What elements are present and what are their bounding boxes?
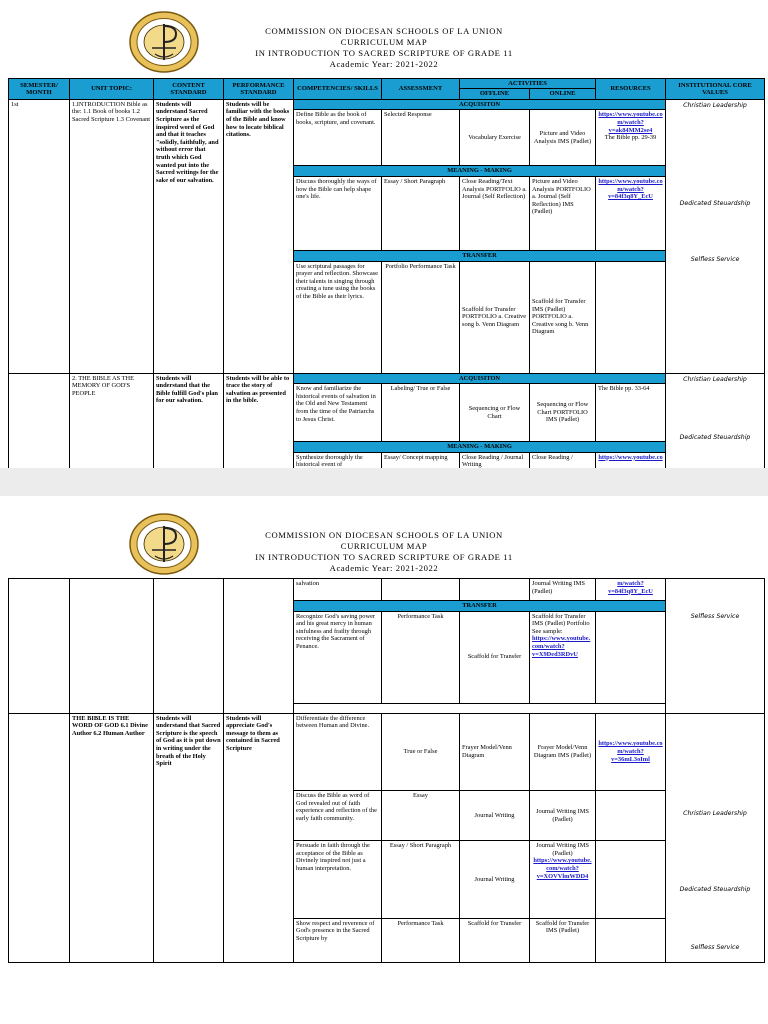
offline-scaffold-transfer: Scaffold for Transfer [460, 918, 530, 962]
header-commission: COMMISSION ON DIOCESAN SCHOOLS OF LA UNION [265, 26, 503, 36]
competency-discuss-word-of-god: Discuss the Bible as word of God revealed out of faith experience and reflection of the early faith community. [294, 791, 382, 841]
youtube-link[interactable]: https://www.youtube.com/watch?v=84f3q8Y_EcU [598, 178, 663, 201]
assessment-labeling: Labeling/ True or False [382, 384, 460, 442]
online-scaffold-text: Scaffold for Transfer IMS (Padlet) Portfolio See sample: [532, 612, 590, 635]
col-content-standard: CONTENT STANDARD [154, 79, 224, 100]
competency-scriptural-passages: Use scriptural passages for prayer and reflection. Showcase their talents in singing through creating a tune using the books of the Bible as their lyrics. [294, 261, 382, 373]
online-journal-with-link [530, 841, 596, 918]
competency-persuade-faith: Persuade in faith through the acceptance of the Bible as Divinely inspired not just a human interpretation. [294, 841, 382, 918]
competency-synthesize: Synthesize thoroughly the historical event of [294, 452, 382, 470]
unit-3-content-standard: Students will understand that Sacred Scripture is the speech of God as it is put down in writing under the breath of the Holy Spirit [154, 713, 224, 962]
value-dedicated-steuardship: Dedicated Steuardship [679, 433, 751, 441]
youtube-link[interactable]: https://www.youtube.com/watch?v=X9Ded3RDvU [532, 635, 591, 658]
value-selfless-service: Selfless Service [690, 613, 740, 620]
col-core-values: INSTITUTIONAL CORE VALUES [666, 79, 765, 100]
header-course-title: IN INTRODUCTION TO SACRED SCRIPTURE OF GRADE 11 [255, 552, 513, 562]
competency-historical-events: Know and familiarize the historical events of salvation in the Old and New Testament from the time of the Patriarchs to Jesus Christ. [294, 384, 382, 442]
assessment-performance-task: Performance Task [382, 918, 460, 962]
assessment-portfolio: Portfolio Performance Task [382, 261, 460, 373]
performance-empty [224, 579, 294, 714]
assessment-essay: Essay / Short Paragraph [382, 177, 460, 251]
online-close-reading: Close Reading / [530, 452, 596, 470]
youtube-link[interactable]: https://www.youtube.com/watch?v=ak84MM2se4 [598, 111, 663, 134]
col-competencies: COMPETENCIES/ SKILLS [294, 79, 382, 100]
semester-empty [9, 373, 70, 470]
online-scaffold-transfer: Scaffold for Transfer IMS (Padlet) PORTFOLIO a. Creative song b. Venn Diagram [530, 261, 596, 373]
band-transfer: TRANSFER [294, 601, 666, 612]
value-christian-leadership: Christian Leadership [683, 809, 747, 817]
col-offline: OFFLINE [460, 89, 530, 99]
offline-journal-writing: Journal Writing [460, 841, 530, 918]
semester-empty [9, 579, 70, 714]
offline-close-reading: Close Reading/Text Analysis PORTFOLIO a. Journal (Self Reflection) [460, 177, 530, 251]
resource-bible-pages: The Bible pp. 29-39 [604, 134, 657, 142]
competency-recognize-saving-power: Recognize God's saving power and his great mercy in human sinfulness and frailty through receiving the Sacrament of Penance. [294, 611, 382, 703]
band-acquisition: ACQUISITON [294, 99, 666, 110]
curriculum-map-table-page-2 [8, 578, 765, 963]
col-semester: SEMESTER/ MONTH [9, 79, 70, 100]
semester-empty [9, 713, 70, 962]
header-curriculum-map: CURRICULUM MAP [340, 541, 428, 551]
offline-sequencing: Sequencing or Flow Chart [460, 384, 530, 442]
document-page-1 [0, 0, 768, 468]
curriculum-map-table-page-1 [8, 78, 765, 471]
value-dedicated-steuardship: Dedicated Steuardship [679, 199, 751, 207]
resource-empty [596, 611, 666, 703]
band-meaning-making: MEANING - MAKING [294, 166, 666, 177]
col-online: ONLINE [530, 89, 596, 99]
header-academic-year: Academic Year: 2021-2022 [329, 563, 439, 573]
online-journal-writing: Journal Writing IMS (Padlet) [530, 791, 596, 841]
resource-continued [596, 579, 666, 601]
unit-3-performance-standard: Students will appreciate God's message to them as contained in Sacred Scripture [224, 713, 294, 962]
header-commission: COMMISSION ON DIOCESAN SCHOOLS OF LA UNION [265, 530, 503, 540]
topic-empty [70, 579, 154, 714]
band-meaning-making: MEANING - MAKING [294, 442, 666, 453]
assessment-performance-task: Performance Task [382, 611, 460, 703]
online-scaffold-portfolio [530, 611, 596, 703]
unit-1-core-values [666, 99, 765, 373]
assessment-concept-mapping: Essay/ Concept mapping [382, 452, 460, 470]
youtube-link[interactable]: https://www.youtube.com/watch?v=XOVVlmWDD4 [533, 857, 592, 880]
resource-empty [596, 918, 666, 962]
youtube-link[interactable]: m/watch?v=84f3q8Y_EcU [608, 580, 653, 595]
online-scaffold-transfer: Scaffold for Transfer IMS (Padlet) [530, 918, 596, 962]
resource-unit-1-meaning [596, 177, 666, 251]
competency-define-bible: Define Bible as the book of books, scripture, and covenant. [294, 110, 382, 166]
continued-core-values [666, 579, 765, 714]
unit-2-content-standard: Students will understand that the Bible fulfill God's plan for our salvation. [154, 373, 224, 470]
online-journal-text: Journal Writing IMS (Padlet) [536, 842, 589, 857]
assessment-true-false: True or False [382, 713, 460, 790]
document-page-2 [0, 496, 768, 1024]
offline-frayer-model: Frayer Model/Venn Diagram [460, 713, 530, 790]
assessment-selected-response: Selected Response [382, 110, 460, 166]
document-header [0, 530, 768, 574]
unit-2-performance-standard: Students will be able to trace the story of salvation as presented in the bible. [224, 373, 294, 470]
competency-differentiate: Differentiate the difference between Human and Divine. [294, 713, 382, 790]
competency-show-respect: Show respect and reverence of God's presence in the Sacred Scripture by [294, 918, 382, 962]
competency-discuss-bible: Discuss thoroughly the ways of how the Bible can help shape one's life. [294, 177, 382, 251]
resource-unit-3 [596, 713, 666, 790]
resource-unit-1-acquisition [596, 110, 666, 166]
offline-journal: Close Reading / Journal Writing [460, 452, 530, 470]
col-unit-topic: UNIT TOPIC: [70, 79, 154, 100]
competency-continued: salvation [294, 579, 382, 601]
unit-2-core-values [666, 373, 765, 470]
col-assessment: ASSESSMENT [382, 79, 460, 100]
youtube-link[interactable]: https://www.youtube.co [598, 453, 663, 461]
offline-vocabulary-exercise: Vocabulary Exercise [460, 110, 530, 166]
col-performance-standard: PERFORMANCE STANDARD [224, 79, 294, 100]
header-academic-year: Academic Year: 2021-2022 [329, 59, 439, 69]
col-activities: ACTIVITIES [460, 79, 596, 89]
band-acquisition: ACQUISITON [294, 373, 666, 384]
value-selfless-service: Selfless Service [690, 255, 740, 263]
value-dedicated-steuardship: Dedicated Steuardship [679, 885, 751, 893]
semester-cell: 1st [9, 99, 70, 373]
value-selfless-service: Selfless Service [690, 943, 740, 951]
assessment-essay-short: Essay / Short Paragraph [382, 841, 460, 918]
content-empty [154, 579, 224, 714]
unit-2-topic: 2. THE BIBLE AS THE MEMORY OF GOD'S PEOPLE [70, 373, 154, 470]
offline-empty [460, 579, 530, 601]
resource-empty [596, 261, 666, 373]
unit-3-topic: THE BIBLE IS THE WORD OF GOD 6.1 Divine Author 6.2 Human Author [70, 713, 154, 962]
resource-empty [596, 841, 666, 918]
assessment-empty [382, 579, 460, 601]
offline-journal-writing: Journal Writing [460, 791, 530, 841]
offline-scaffold-transfer: Scaffold for Transfer [460, 611, 530, 703]
document-header [0, 26, 768, 70]
value-christian-leadership: Christian Leadership [683, 101, 747, 109]
assessment-essay: Essay [382, 791, 460, 841]
band-transfer: TRANSFER [294, 251, 666, 262]
col-resources: RESOURCES [596, 79, 666, 100]
header-curriculum-map: CURRICULUM MAP [340, 37, 428, 47]
online-picture-video-analysis: Picture and Video Analysis IMS (Padlet) [530, 110, 596, 166]
online-sequencing: Sequencing or Flow Chart PORTFOLIO IMS (Padlet) [530, 384, 596, 442]
unit-1-content-standard: Students will understand Sacred Scripture as the inspired word of God and that it teaches "solidly, faithfully, and without error that truth which God wanted put into the Sacred writings for the sake of our salvation. [154, 99, 224, 373]
online-journal-writing: Journal Writing IMS (Padlet) [530, 579, 596, 601]
online-frayer-model: Frayer Model/Venn Diagram IMS (Padlet) [530, 713, 596, 790]
youtube-link[interactable]: https://www.youtube.com/watch?v=36mL3oIml [598, 740, 663, 763]
spacer-row [294, 703, 666, 713]
offline-scaffold-transfer: Scaffold for Transfer PORTFOLIO a. Creative song b. Venn Diagram [460, 261, 530, 373]
unit-1-topic: 1.INTRODUCTION Bible as the: 1.1 Book of books 1.2 Sacred Scripture 1.3 Covenant [70, 99, 154, 373]
resource-bible-pages: The Bible pp. 33-64 [596, 384, 666, 442]
online-picture-video-portfolio: Picture and Video Analysis PORTFOLIO a. Journal (Self Reflection) IMS (Padlet) [530, 177, 596, 251]
value-christian-leadership: Christian Leadership [683, 375, 747, 383]
unit-3-core-values [666, 713, 765, 962]
unit-1-performance-standard: Students will be familiar with the books of the Bible and know how to locate biblical citations. [224, 99, 294, 373]
header-course-title: IN INTRODUCTION TO SACRED SCRIPTURE OF GRADE 11 [255, 48, 513, 58]
resource-empty [596, 791, 666, 841]
page-gap [0, 468, 768, 496]
